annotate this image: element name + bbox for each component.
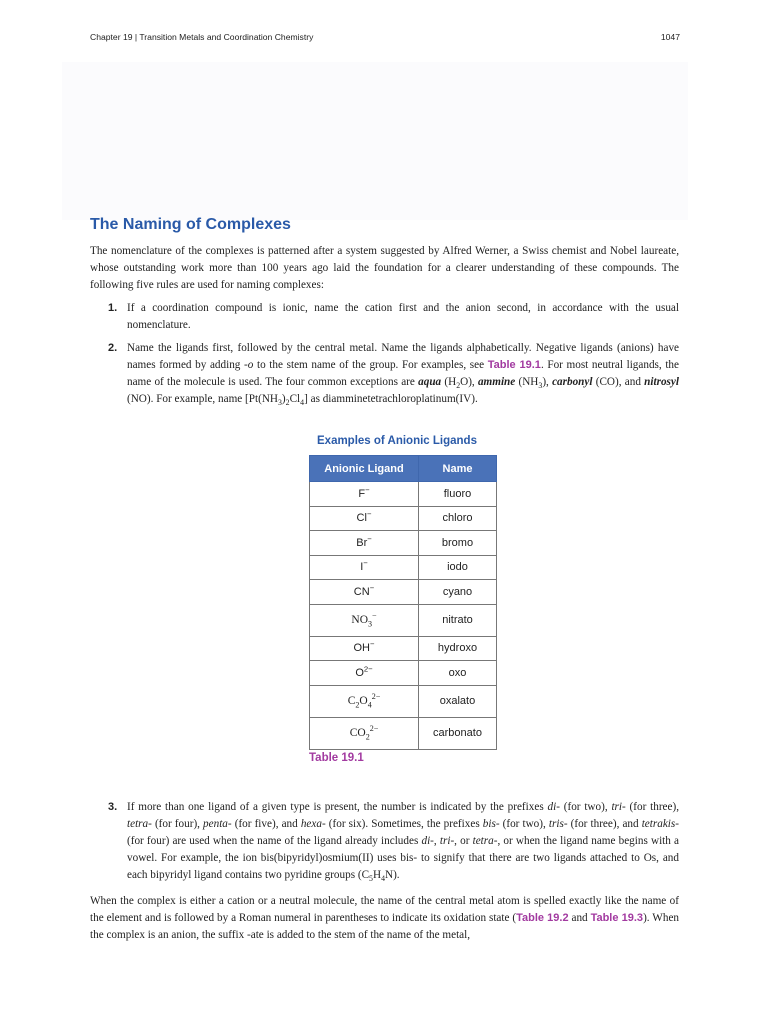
rule-text: If a coordination compound is ionic, name the cation first and the anion second, in accordance with the usual nomenclature. xyxy=(127,302,679,331)
ligand-name: oxo xyxy=(419,661,497,686)
ligand-name: fluoro xyxy=(419,482,497,507)
rule-item xyxy=(90,799,679,884)
ligand-formula: I− xyxy=(310,555,419,580)
ligand-formula: Cl− xyxy=(310,506,419,531)
ligand-name: hydroxo xyxy=(419,636,497,661)
naming-rules-list xyxy=(90,300,679,408)
ligand-formula: $CO_2^{2-}$ xyxy=(310,717,419,749)
ligand-formula: Br− xyxy=(310,531,419,556)
section-title: The Naming of Complexes xyxy=(90,216,291,233)
ligand-name: oxalato xyxy=(419,685,497,717)
ligand-formula: $C_2O_4^{2-}$ xyxy=(310,685,419,717)
rule-number: 2. xyxy=(108,342,118,354)
ligand-formula: $NO_3^-$ xyxy=(310,604,419,636)
table-row xyxy=(310,580,497,605)
naming-rules-list-continued xyxy=(90,799,679,884)
ligand-formula: CN− xyxy=(310,580,419,605)
ligand-name: bromo xyxy=(419,531,497,556)
rule-number: 1. xyxy=(108,302,118,314)
page-header xyxy=(90,32,680,42)
table-row xyxy=(310,506,497,531)
final-paragraph: When the complex is either a cation or a neutral molecule, the name of the central metal atom is spelled exactly like the name of the element and is followed by a Roman numeral in parentheses to indicate its oxidation state (Table 19.2 and Table 19.3). When the complex is an anion, the suffix -ate is added to the stem of the name of the metal, xyxy=(90,895,679,941)
anionic-ligands-table xyxy=(309,455,497,750)
rule-number: 3. xyxy=(108,801,118,813)
ligand-formula: $O^{2-}$ xyxy=(310,661,419,686)
table-19-3-link[interactable]: Table 19.3 xyxy=(590,912,644,924)
table-row xyxy=(310,636,497,661)
table-caption: Examples of Anionic Ligands xyxy=(317,435,477,447)
rule-item xyxy=(90,340,679,408)
rule-item xyxy=(90,300,679,334)
table-row xyxy=(310,555,497,580)
ligand-name: chloro xyxy=(419,506,497,531)
table-row xyxy=(310,604,497,636)
column-header-name: Name xyxy=(419,456,497,482)
table-row xyxy=(310,531,497,556)
rule-text: Name the ligands first, followed by the central metal. Name the ligands alphabetically. Negative ligands (anions) have names formed by adding -o to the stem name of the group. For examples, see Table 19.1. For most neutral ligands, the name of the molecule is used. The four common exceptions are aqua $(H_2O)$, ammine $(NH_3)$, carbonyl (CO), and nitrosyl (NO). For example, name $[Pt(NH_3)_2Cl_4]$ as diamminetetrachloroplatinum(IV). xyxy=(127,342,679,408)
page-number: 1047 xyxy=(660,32,680,42)
table-19-2-link[interactable]: Table 19.2 xyxy=(516,912,569,924)
table-19-1-link[interactable]: Table 19.1 xyxy=(487,359,541,371)
ligand-name: iodo xyxy=(419,555,497,580)
ligand-formula: OH− xyxy=(310,636,419,661)
rule-text: If more than one ligand of a given type is present, the number is indicated by the prefixes di- (for two), tri- (for three), tetra- (for four), penta- (for five), and hexa- (for six). Sometimes, the prefixes bis- (for two), tris- (for three), and tetrakis- (for four) are used when the name of the ligand already includes di-, tri-, or tetra-, or when the ligand name begins with a vowel. For example, the ion bis(bipyridyl)osmium(II) uses bis- to signify that there are two ligands attached to Os, and each bipyridyl ligand contains two pyridine groups $(C_5H_4N)$. xyxy=(127,801,679,884)
ligand-name: nitrato xyxy=(419,604,497,636)
table-row xyxy=(310,482,497,507)
blank-figure-area xyxy=(62,62,688,220)
table-row xyxy=(310,685,497,717)
chapter-title: Chapter 19 | Transition Metals and Coordination Chemistry xyxy=(90,32,314,42)
table-label: Table 19.1 xyxy=(309,752,364,764)
ligand-formula: F− xyxy=(310,482,419,507)
table-row xyxy=(310,717,497,749)
ligand-name: carbonato xyxy=(419,717,497,749)
column-header-anionic-ligand: Anionic Ligand xyxy=(310,456,419,482)
ligand-name: cyano xyxy=(419,580,497,605)
table-row xyxy=(310,661,497,686)
intro-paragraph: The nomenclature of the complexes is patterned after a system suggested by Alfred Werner, a Swiss chemist and Nobel laureate, whose outstanding work more than 100 years ago laid the foundation for a clearer understanding of these compounds. The following five rules are used for naming complexes: xyxy=(90,245,679,291)
